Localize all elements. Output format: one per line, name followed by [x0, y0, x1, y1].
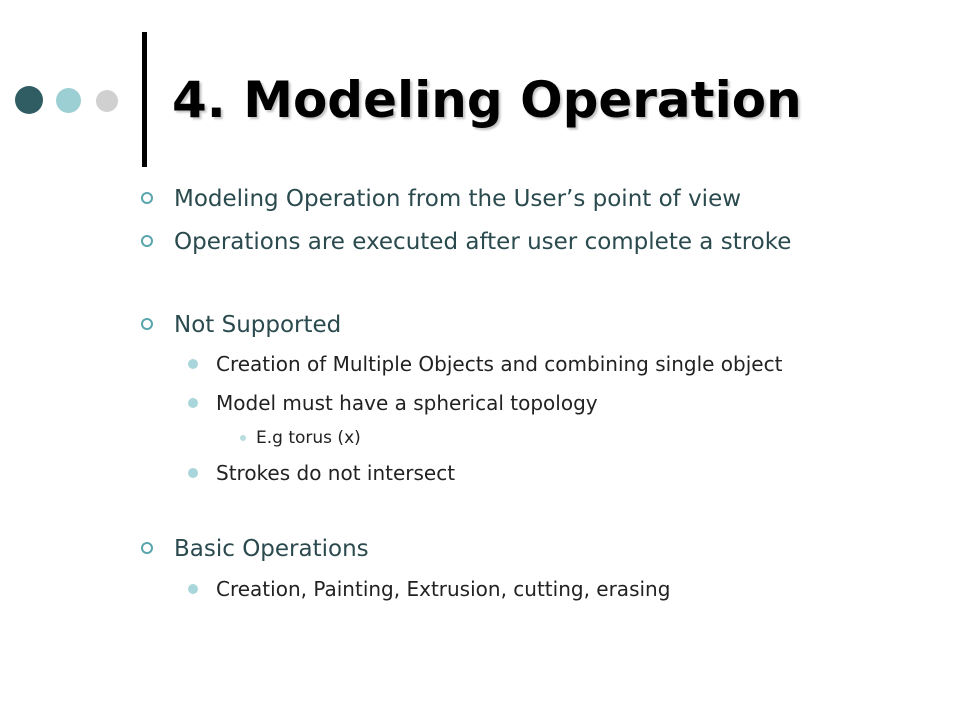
- bullet-text: Operations are executed after user complete a stroke: [174, 229, 792, 255]
- sub-bullet-text: Strokes do not intersect: [216, 461, 456, 485]
- sub-bullet-text: Creation, Painting, Extrusion, cutting, erasing: [216, 577, 671, 601]
- decorative-dot-dark: [15, 86, 43, 114]
- small-dot-bullet-icon: [240, 435, 246, 441]
- sub-bullet-item: [216, 390, 598, 416]
- dot-bullet-icon: [188, 468, 198, 478]
- sub-bullet-item: [216, 460, 455, 486]
- sub-sub-bullet-item: [256, 427, 361, 449]
- sub-bullet-text: Creation of Multiple Objects and combining single object: [216, 352, 783, 376]
- not-supported-heading: [174, 310, 341, 340]
- sub-bullet-item: [216, 351, 782, 377]
- dot-bullet-icon: [188, 398, 198, 408]
- circle-bullet-icon: [141, 235, 153, 247]
- circle-bullet-icon: [141, 542, 153, 554]
- bullet-item: [174, 184, 741, 214]
- bullet-item: [174, 227, 791, 257]
- title-divider: [142, 32, 147, 167]
- bullet-text: Modeling Operation from the User’s point of view: [174, 186, 742, 212]
- dot-bullet-icon: [188, 584, 198, 594]
- sub-bullet-item: [216, 576, 670, 602]
- bullet-text: Basic Operations: [174, 536, 369, 562]
- circle-bullet-icon: [141, 318, 153, 330]
- basic-operations-heading: [174, 534, 369, 564]
- circle-bullet-icon: [141, 192, 153, 204]
- decorative-dot-gray: [96, 90, 118, 112]
- decorative-dot-teal: [56, 88, 81, 113]
- sub-sub-bullet-text: E.g torus (x): [256, 428, 361, 448]
- dot-bullet-icon: [188, 359, 198, 369]
- slide-title: 4. Modeling Operation: [172, 71, 802, 129]
- bullet-text: Not Supported: [174, 312, 342, 338]
- sub-bullet-text: Model must have a spherical topology: [216, 391, 598, 415]
